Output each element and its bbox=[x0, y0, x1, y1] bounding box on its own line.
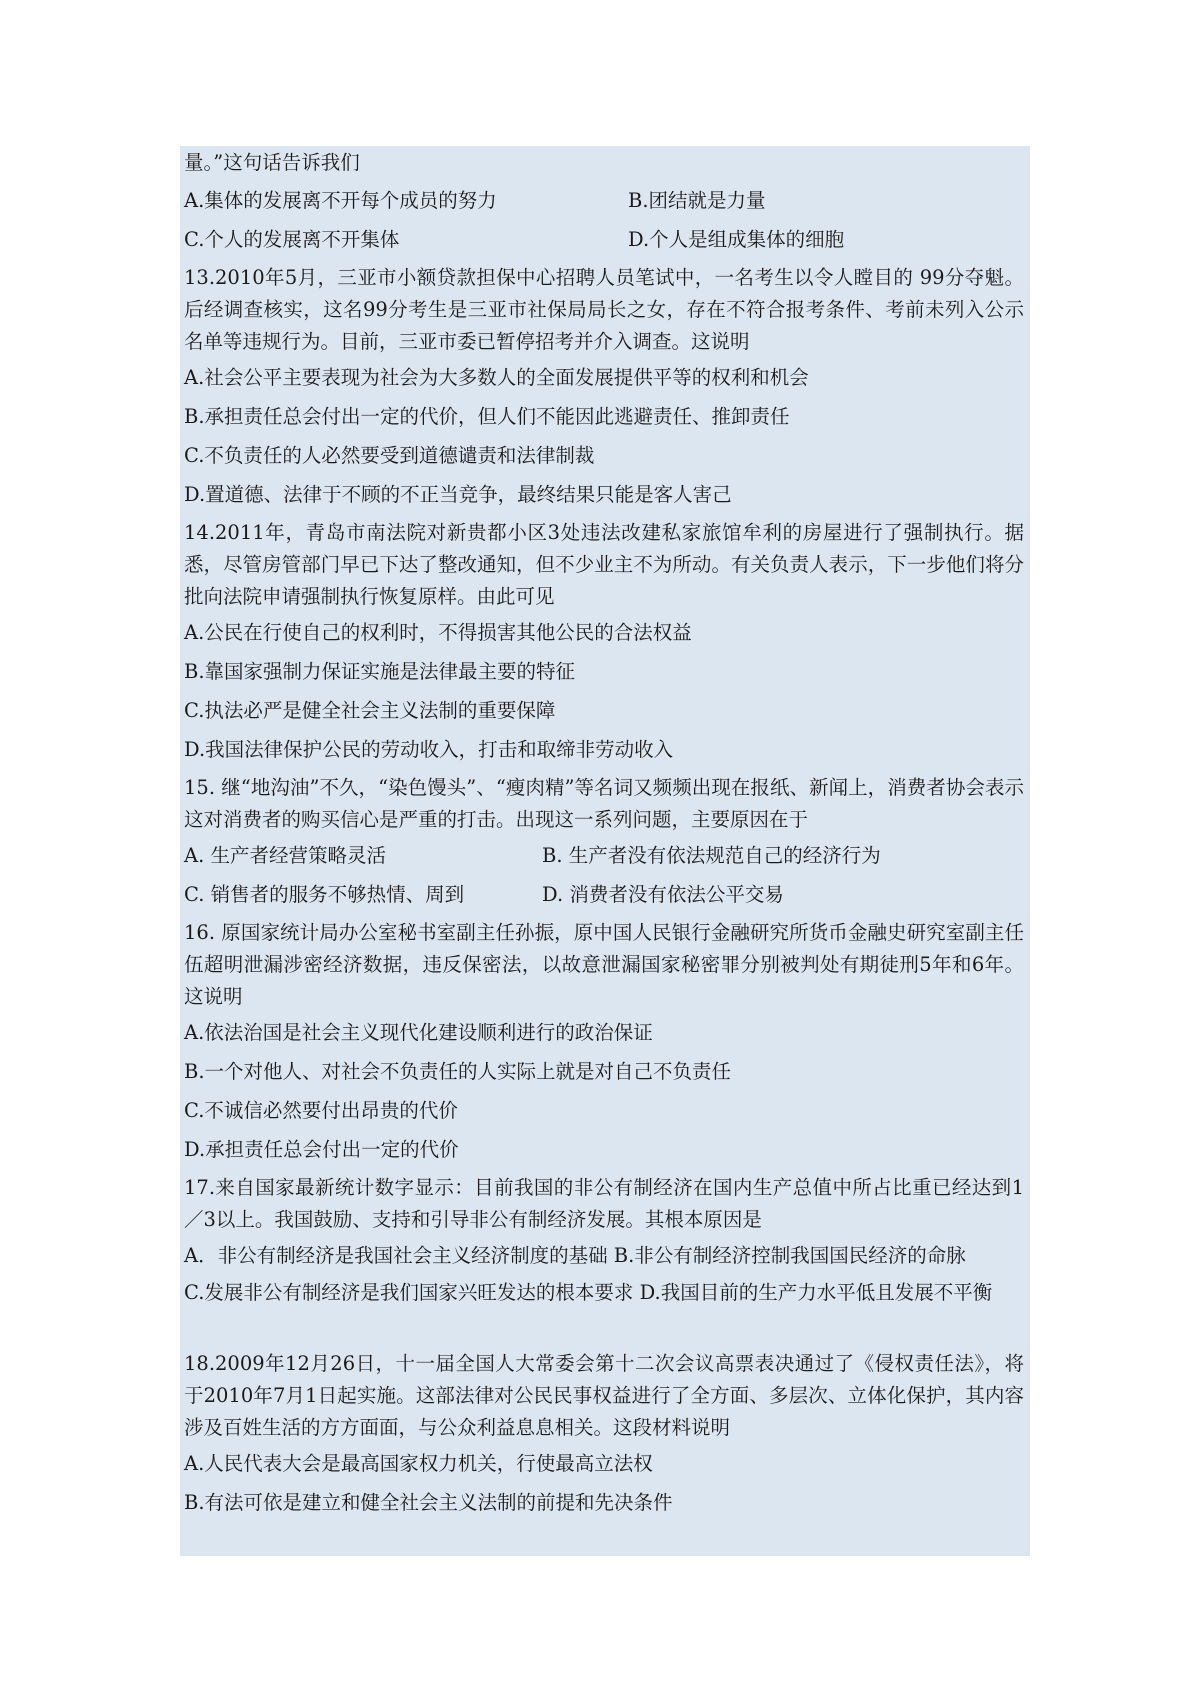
q14-option-a: A.公民在行使自己的权利时，不得损害其他公民的合法权益 bbox=[184, 621, 692, 644]
q16-option-a: A.依法治国是社会主义现代化建设顺利进行的政治保证 bbox=[184, 1021, 653, 1044]
q16-option-d: D.承担责任总会付出一定的代价 bbox=[184, 1138, 459, 1161]
q13-option-c: C.不负责任的人必然要受到道德谴责和法律制裁 bbox=[184, 444, 595, 467]
q15-option-a: A. 生产者经营策略灵活 bbox=[184, 844, 386, 867]
q13-option-a: A.社会公平主要表现为社会为大多数人的全面发展提供平等的权利和机会 bbox=[184, 366, 809, 389]
q16-option-c: C.不诚信必然要付出昂贵的代价 bbox=[184, 1099, 458, 1122]
q15-option-b: B. 生产者没有依法规范自己的经济行为 bbox=[542, 844, 881, 867]
q12-option-b: B.团结就是力量 bbox=[628, 189, 766, 212]
q14-option-c: C.执法必严是健全社会主义法制的重要保障 bbox=[184, 699, 556, 722]
question-17-stem: 17.来自国家最新统计数字显示：目前我国的非公有制经济在国内生产总值中所占比重已经达到1／3以上。我国鼓励、支持和引导非公有制经济发展。其根本原因是 bbox=[184, 1176, 1024, 1231]
q16-option-b: B.一个对他人、对社会不负责任的人实际上就是对自己不负责任 bbox=[184, 1060, 732, 1083]
q18-option-a: A.人民代表大会是最高国家权力机关，行使最高立法权 bbox=[184, 1452, 653, 1475]
document-page bbox=[180, 146, 1030, 1556]
q17-options-cd: C.发展非公有制经济是我们国家兴旺发达的根本要求 D.我国目前的生产力水平低且发展不平衡 bbox=[184, 1281, 993, 1304]
q13-option-b: B.承担责任总会付出一定的代价，但人们不能因此逃避责任、推卸责任 bbox=[184, 405, 790, 428]
q15-option-c: C. 销售者的服务不够热情、周到 bbox=[184, 883, 465, 906]
q14-option-b: B.靠国家强制力保证实施是法律最主要的特征 bbox=[184, 660, 576, 683]
q15-option-d: D. 消费者没有依法公平交易 bbox=[542, 883, 784, 906]
q12-option-d: D.个人是组成集体的细胞 bbox=[628, 228, 845, 251]
question-14-stem: 14.2011年，青岛市南法院对新贵都小区3处违法改建私家旅馆牟利的房屋进行了强制执行。据悉，尽管房管部门早已下达了整改通知，但不少业主不为所动。有关负责人表示，下一步他们将分批向法院申请强制执行恢复原样。由此可见 bbox=[184, 521, 1024, 608]
question-16-stem: 16. 原国家统计局办公室秘书室副主任孙振，原中国人民银行金融研究所货币金融史研究室副主任伍超明泄漏涉密经济数据，违反保密法，以故意泄漏国家秘密罪分别被判处有期徒刑5年和6年。这说明 bbox=[184, 921, 1024, 1008]
question-13-stem: 13.2010年5月，三亚市小额贷款担保中心招聘人员笔试中，一名考生以令人瞠目的 99分夺魁。后经调查核实，这名99分考生是三亚市社保局局长之女，存在不符合报考条件、考前未列入公示名单等违规行为。目前，三亚市委已暂停招考并介入调查。这说明 bbox=[184, 266, 1024, 353]
question-15-stem: 15. 继“地沟油”不久，“染色馒头”、“瘦肉精”等名词又频频出现在报纸、新闻上，消费者协会表示这对消费者的购买信心是严重的打击。出现这一系列问题，主要原因在于 bbox=[184, 776, 1024, 831]
q18-option-b: B.有法可依是建立和健全社会主义法制的前提和先决条件 bbox=[184, 1491, 673, 1514]
q17-options-ab: A．非公有制经济是我国社会主义经济制度的基础 B.非公有制经济控制我国国民经济的命脉 bbox=[184, 1244, 966, 1267]
question-18-stem: 18.2009年12月26日，十一届全国人大常委会第十二次会议高票表决通过了《侵权责任法》，将于2010年7月1日起实施。这部法律对公民民事权益进行了全方面、多层次、立体化保护，其内容涉及百姓生活的方方面面，与公众利益息息相关。这段材料说明 bbox=[184, 1352, 1024, 1439]
q12-option-a: A.集体的发展离不开每个成员的努力 bbox=[184, 189, 497, 212]
q12-option-c: C.个人的发展离不开集体 bbox=[184, 228, 400, 251]
q14-option-d: D.我国法律保护公民的劳动收入，打击和取缔非劳动收入 bbox=[184, 738, 674, 761]
q13-option-d: D.置道德、法律于不顾的不正当竞争，最终结果只能是客人害己 bbox=[184, 483, 732, 506]
question-12-continuation: 量。”这句话告诉我们 bbox=[184, 151, 360, 174]
